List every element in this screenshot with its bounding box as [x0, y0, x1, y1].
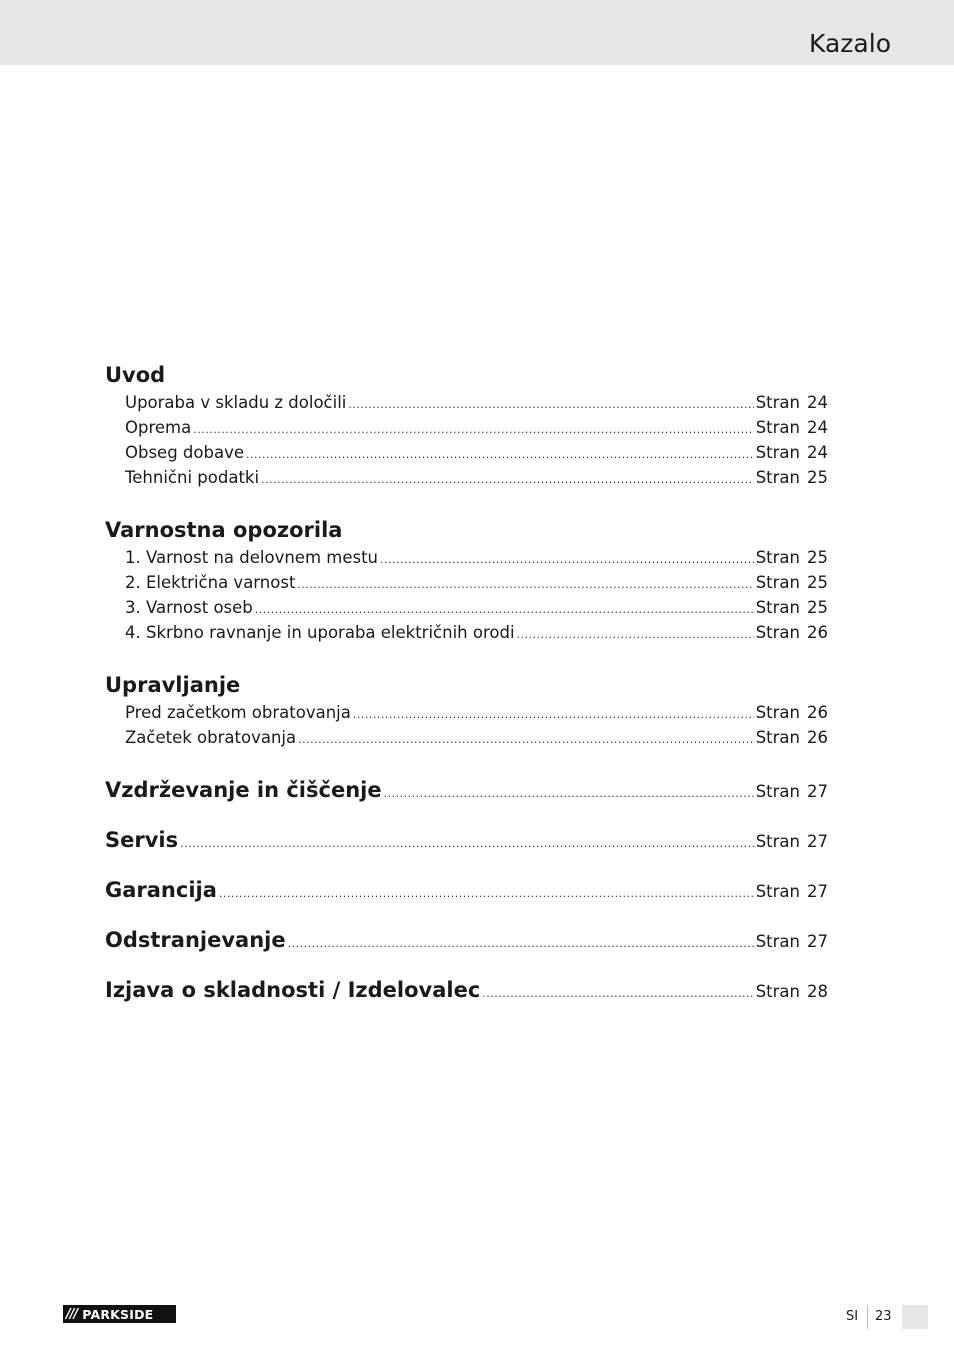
toc-entry[interactable] — [125, 595, 828, 620]
toc-entry-odstranjevanje[interactable] — [105, 925, 828, 955]
language-code: SI — [846, 1309, 859, 1324]
toc-entry[interactable] — [125, 545, 828, 570]
toc-section-heading: Uvod — [105, 363, 166, 387]
toc-section-uvod — [105, 360, 828, 490]
toc-page-number: 26 — [807, 703, 828, 722]
footer-tab-marker — [902, 1305, 928, 1329]
dot-leader — [219, 879, 754, 909]
toc-section-heading: Servis — [105, 828, 179, 852]
toc-page-number: 24 — [807, 393, 828, 412]
toc-page-ref — [756, 390, 828, 415]
toc-section-heading: Odstranjevanje — [105, 928, 286, 952]
toc-page-number: 28 — [807, 982, 828, 1001]
toc-page-word: Stran — [755, 443, 800, 462]
footer-divider — [867, 1305, 868, 1329]
toc-entry-izjava[interactable] — [105, 975, 828, 1005]
toc-page-number: 27 — [807, 782, 828, 801]
toc-page-ref — [756, 415, 828, 440]
toc-entry[interactable] — [125, 390, 828, 415]
toc-entry[interactable] — [125, 700, 828, 725]
toc-section-heading: Izjava o skladnosti / Izdelovalec — [105, 978, 481, 1002]
toc-page-ref — [756, 977, 828, 1007]
toc-page-ref — [756, 827, 828, 857]
toc-page-word: Stran — [755, 932, 800, 951]
dot-leader — [384, 779, 754, 809]
toc-page-number: 25 — [807, 573, 828, 592]
toc-page-ref — [756, 570, 828, 595]
toc-page-ref — [756, 777, 828, 807]
logo-brand: PARKSIDE — [82, 1306, 154, 1322]
toc-entry-label: Obseg dobave — [125, 443, 244, 462]
toc-entry-label: Oprema — [125, 418, 192, 437]
toc-page-number: 27 — [807, 932, 828, 951]
toc-page-word: Stran — [755, 728, 800, 747]
logo-slashes: /// — [66, 1306, 78, 1322]
toc-entry-label: 3. Varnost oseb — [125, 598, 253, 617]
toc-page-number: 25 — [807, 468, 828, 487]
page-title: Kazalo — [809, 29, 891, 58]
toc-section-heading: Varnostna opozorila — [105, 518, 343, 542]
dot-leader — [288, 929, 754, 959]
toc-entry-label: Tehnični podatki — [125, 468, 260, 487]
dot-leader — [297, 572, 753, 597]
dot-leader — [246, 442, 754, 467]
toc-entry-label: 1. Varnost na delovnem mestu — [125, 548, 379, 567]
toc-entry-servis[interactable] — [105, 825, 828, 855]
header-bar — [0, 0, 954, 65]
toc-page-number: 24 — [807, 443, 828, 462]
toc-page-word: Stran — [755, 623, 800, 642]
toc-page-word: Stran — [755, 573, 800, 592]
toc-entry[interactable] — [125, 415, 828, 440]
dot-leader — [517, 622, 754, 647]
dot-leader — [353, 702, 754, 727]
toc-page-word: Stran — [755, 703, 800, 722]
toc-section-upravljanje — [105, 670, 828, 750]
toc-page-number: 26 — [807, 623, 828, 642]
toc-entry[interactable] — [125, 620, 828, 645]
toc-page-number: 26 — [807, 728, 828, 747]
toc-entry-label: Pred začetkom obratovanja — [125, 703, 351, 722]
dot-leader — [193, 417, 753, 442]
toc-page-ref — [756, 927, 828, 957]
toc-entry-garancija[interactable] — [105, 875, 828, 905]
toc-page-ref — [756, 725, 828, 750]
dot-leader — [482, 979, 753, 1009]
toc-page-word: Stran — [755, 393, 800, 412]
toc-page-word: Stran — [755, 468, 800, 487]
toc-entry-vzdrzevanje[interactable] — [105, 775, 828, 805]
toc-entry-label: 2. Električna varnost — [125, 573, 296, 592]
toc-page-ref — [756, 700, 828, 725]
toc-section-heading: Upravljanje — [105, 673, 241, 697]
toc-page-ref — [756, 545, 828, 570]
toc-page-number: 27 — [807, 832, 828, 851]
dot-leader — [348, 392, 753, 417]
toc-page-number: 25 — [807, 548, 828, 567]
toc-page-number: 27 — [807, 882, 828, 901]
toc-page-number: 24 — [807, 418, 828, 437]
dot-leader — [380, 547, 754, 572]
toc-page-ref — [756, 877, 828, 907]
toc-entry-label: 4. Skrbno ravnanje in uporaba električnih orodi — [125, 623, 515, 642]
toc-page-word: Stran — [755, 782, 800, 801]
toc-page-ref — [756, 465, 828, 490]
dot-leader — [255, 597, 754, 622]
toc-page-ref — [756, 620, 828, 645]
toc-entry-label: Uporaba v skladu z določili — [125, 393, 347, 412]
toc-section-varnostna-opozorila — [105, 515, 828, 645]
parkside-logo — [63, 1305, 176, 1323]
toc-page-word: Stran — [755, 598, 800, 617]
toc-page-word: Stran — [755, 882, 800, 901]
toc-page-ref — [756, 440, 828, 465]
toc-entry-label: Začetek obratovanja — [125, 728, 297, 747]
toc-page-number: 25 — [807, 598, 828, 617]
toc-entry[interactable] — [125, 465, 828, 490]
dot-leader — [261, 467, 754, 492]
toc-section-heading: Vzdrževanje in čiščenje — [105, 778, 382, 802]
toc-entry[interactable] — [125, 570, 828, 595]
dot-leader — [298, 727, 754, 752]
page-number: 23 — [875, 1309, 892, 1324]
toc-page-word: Stran — [755, 832, 800, 851]
dot-leader — [180, 829, 754, 859]
toc-section-heading: Garancija — [105, 878, 217, 902]
table-of-contents — [105, 360, 828, 1025]
toc-entry[interactable] — [125, 725, 828, 750]
toc-page-word: Stran — [755, 982, 800, 1001]
toc-page-word: Stran — [755, 548, 800, 567]
toc-entry[interactable] — [125, 440, 828, 465]
toc-page-ref — [756, 595, 828, 620]
toc-page-word: Stran — [755, 418, 800, 437]
